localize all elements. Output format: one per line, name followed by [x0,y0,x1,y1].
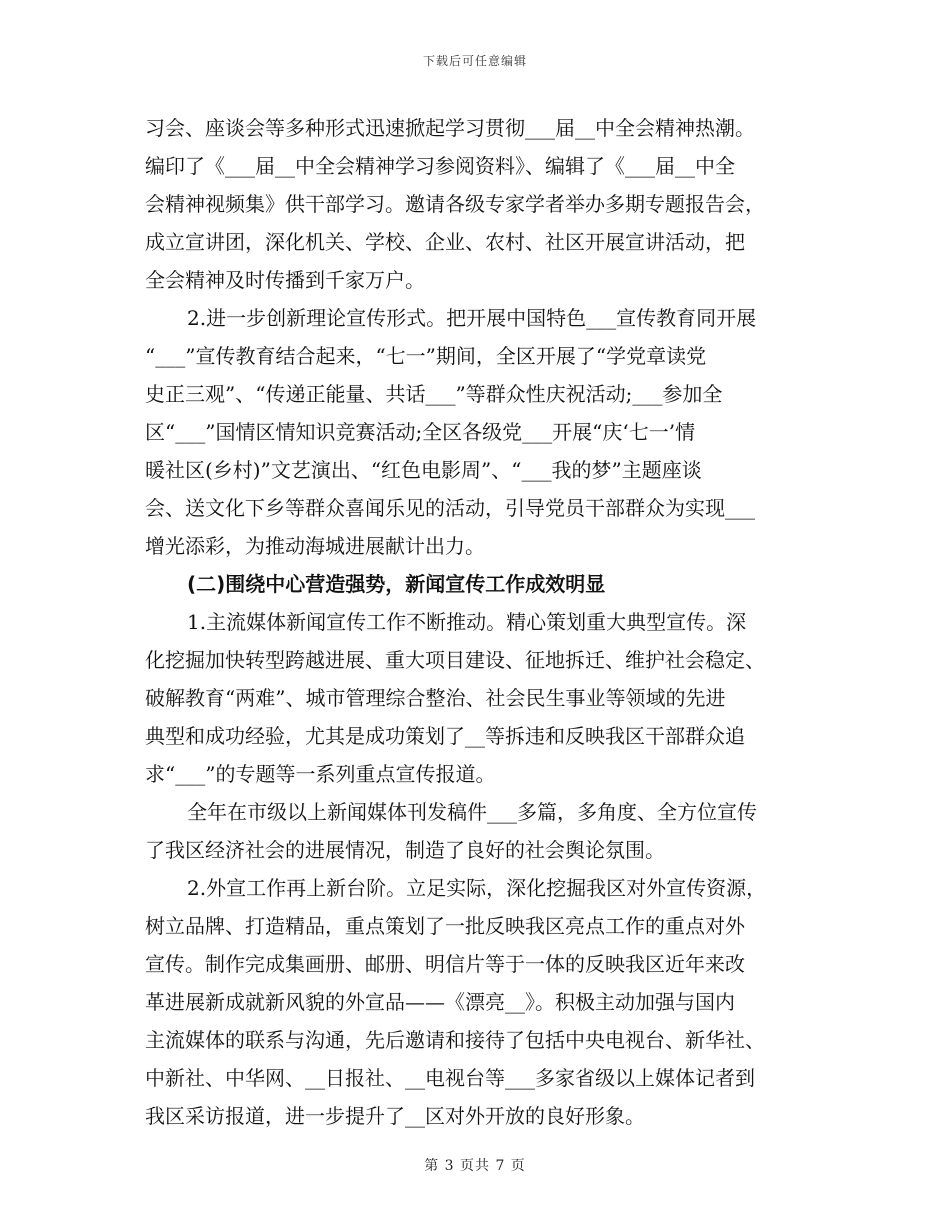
paragraph-line: 破解教育“两难”、城市管理综合整治、社会民生事业等领域的先进 [145,686,726,710]
paragraph-line: 编印了《___届__中全会精神学习参阅资料》、编辑了《___届__中全 [145,154,735,178]
page-header: 下载后可任意编辑 [422,54,527,68]
paragraph-line: 习会、座谈会等多种形式迅速掀起学习贯彻___届__中全会精神热潮。 [145,116,755,140]
paragraph-line: 了我区经济社会的进展情况，制造了良好的社会舆论氛围。 [145,838,665,862]
paragraph-line: “___”宣传教育结合起来，“七一”期间，全区开展了“学党章读党 [145,344,707,368]
paragraph-line: 2.进一步创新理论宣传形式。把开展中国特色___宣传教育同开展 [187,306,757,330]
paragraph-line: 革进展新成就新风貌的外宣品——《漂亮__》。积极主动加强与国内 [145,990,735,1014]
paragraph-line: 1.主流媒体新闻宣传工作不断推动。精心策划重大典型宣传。深 [187,610,747,634]
paragraph-line: 全会精神及时传播到千家万户。 [145,268,425,292]
paragraph-line: 史正三观”、“传递正能量、共话___”等群众性庆祝活动;___参加全 [145,382,723,406]
paragraph-line: 会、送文化下乡等群众喜闻乐见的活动，引导党员干部群众为实现___ [145,496,755,520]
section-heading: (二)围绕中心营造强势，新闻宣传工作成效明显 [187,572,606,596]
paragraph-line: 主流媒体的联系与沟通，先后邀请和接待了包括中央电视台、新华社、 [145,1028,765,1052]
paragraph-line: 树立品牌、打造精品，重点策划了一批反映我区亮点工作的重点对外 [145,914,745,938]
page-footer: 第 3 页共 7 页 [424,1158,526,1174]
paragraph-line: 求“___”的专题等一系列重点宣传报道。 [145,762,496,786]
paragraph-line: 化挖掘加快转型跨越进展、重大项目建设、征地拆迁、维护社会稳定、 [145,648,765,672]
paragraph-line: 成立宣讲团，深化机关、学校、企业、农村、社区开展宣讲活动，把 [145,230,745,254]
paragraph-line: 增光添彩，为推动海城进展献计出力。 [145,534,485,558]
paragraph-line: 区“___”国情区情知识竞赛活动;全区各级党___开展“庆‘七一’情 [145,420,696,444]
paragraph-line: 会精神视频集》供干部学习。邀请各级专家学者举办多期专题报告会， [145,192,765,216]
paragraph-line: 典型和成功经验，尤其是成功策划了__等拆违和反映我区干部群众追 [145,724,745,748]
paragraph-line: 暖社区(乡村)”文艺演出、“红色电影周”、“___我的梦”主题座谈 [145,458,702,482]
paragraph-line: 我区采访报道，进一步提升了__区对外开放的良好形象。 [145,1104,645,1128]
paragraph-line: 2.外宣工作再上新台阶。立足实际，深化挖掘我区对外宣传资源， [187,876,767,900]
paragraph-line: 宣传。制作完成集画册、邮册、明信片等于一体的反映我区近年来改 [145,952,745,976]
paragraph-line: 全年在市级以上新闻媒体刊发稿件___多篇，多角度、全方位宣传 [187,800,757,824]
paragraph-line: 中新社、中华网、__日报社、__电视台等___多家省级以上媒体记者到 [145,1066,755,1090]
